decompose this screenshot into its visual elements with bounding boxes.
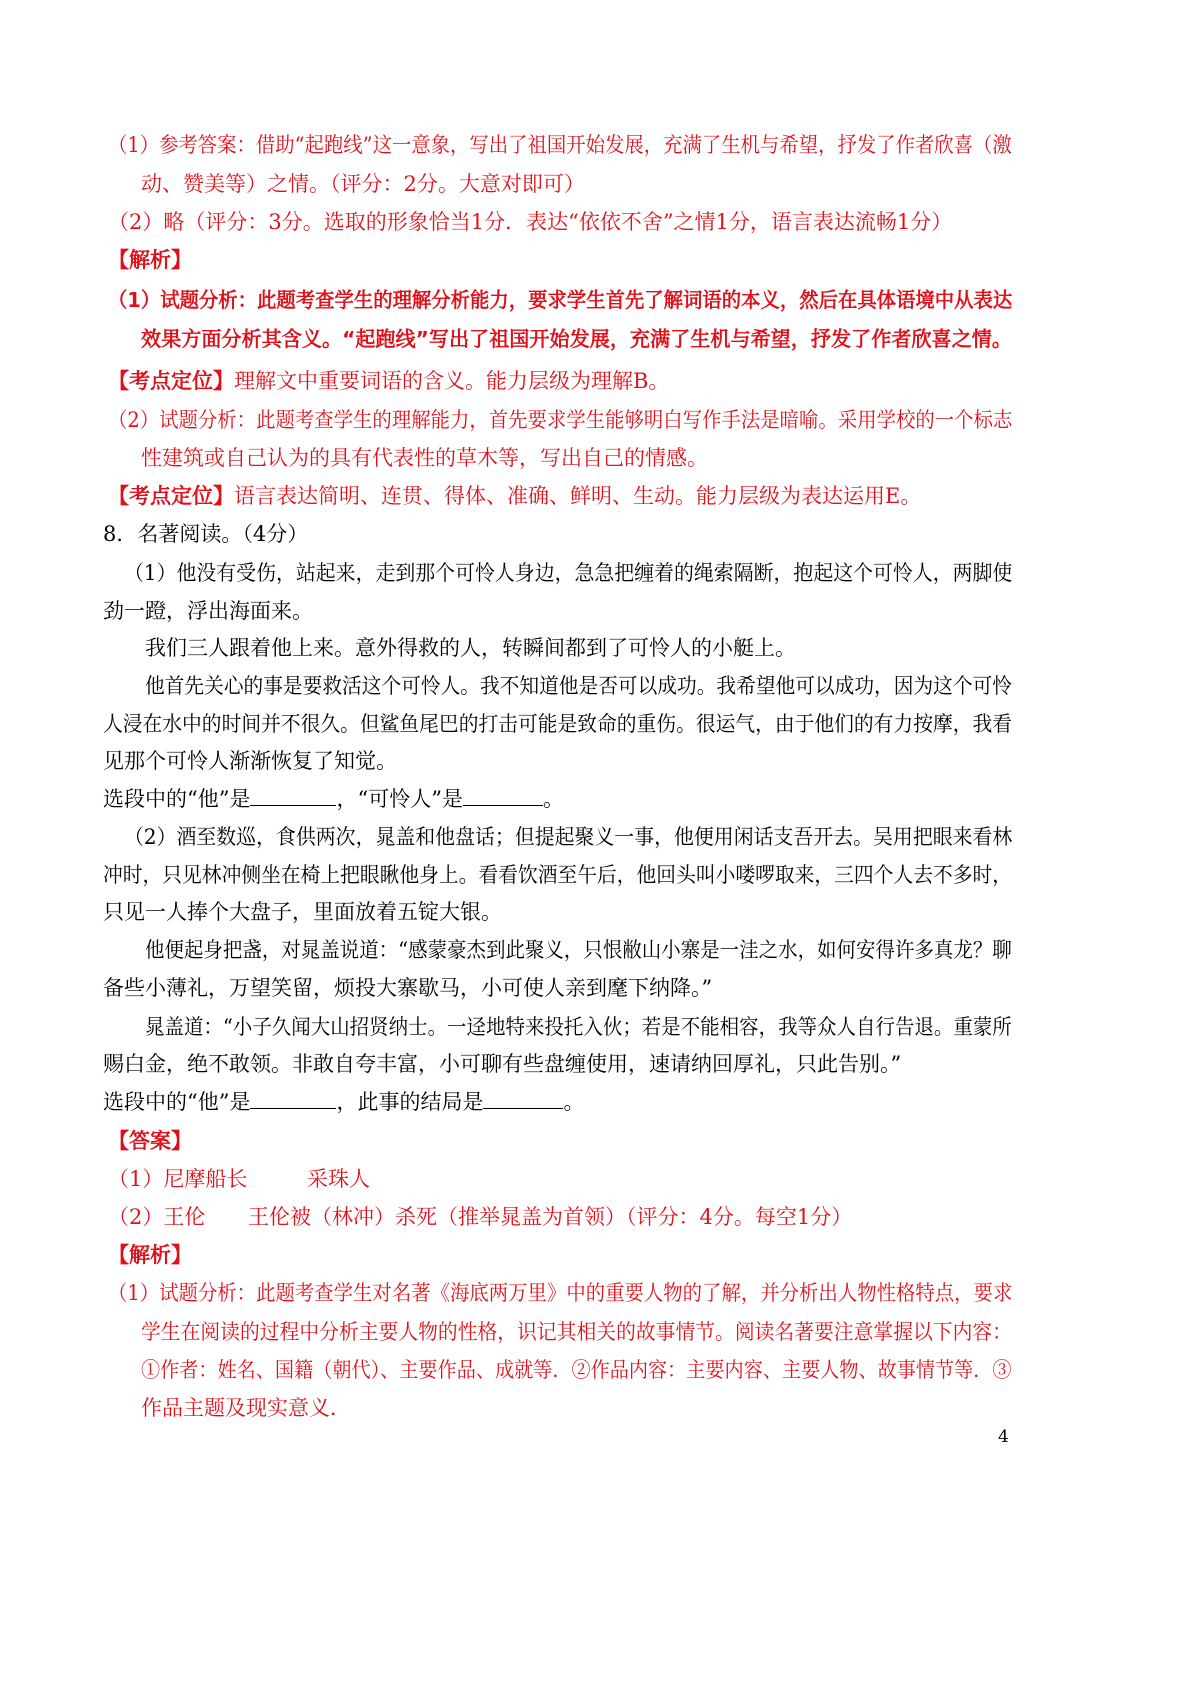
question-8-1-prompt (103, 784, 564, 814)
passage-2-line-5: 备些小薄礼，万望笑留，烦投大寨歇马，小可使人亲到麾下纳降。” (103, 976, 713, 1000)
answer-7-2: （2）略（评分：3分。选取的形象恰当1分．表达“依依不舍”之情1分，语言表达流畅1分） (108, 210, 953, 234)
passage-1-line-1: （1）他没有受伤，站起来，走到那个可怜人身边，急急把缠着的绳索隔断，抱起这个可怜人，两脚使 (124, 561, 1013, 585)
key-point-text: 语言表达简明、连贯、得体、准确、鲜明、生动。能力层级为表达运用E。 (234, 484, 922, 508)
key-point-tag: 【考点定位】 (108, 483, 234, 508)
answer-7-1-line-1: （1）参考答案：借助“起跑线”这一意象，写出了祖国开始发展，充满了生机与希望，抒发了作者欣喜（激 (108, 133, 1012, 157)
passage-2-line-6: 晁盖道：“小子久闻大山招贤纳士。一迳地特来投托入伙；若是不能相容，我等众人自行告退。重蒙所 (145, 1015, 1012, 1039)
answer-blank[interactable] (463, 785, 543, 806)
prompt-text: ，“可怜人”是 (336, 787, 463, 811)
question-8-2-prompt (103, 1087, 584, 1117)
passage-1-line-6: 见那个可怜人渐渐恢复了知觉。 (103, 749, 397, 773)
analysis-7-1-line-2: 效果方面分析其含义。“起跑线”写出了祖国开始发展，充满了生机与希望，抒发了作者欣喜之情。 (141, 327, 1012, 351)
analysis-7-1-line-1: （1）试题分析：此题考查学生的理解分析能力，要求学生首先了解词语的本义，然后在具体语境中从表达 (108, 288, 1013, 312)
analysis-8-1-line-1: （1）试题分析：此题考查学生对名著《海底两万里》中的重要人物的了解，并分析出人物性格特点，要求 (108, 1281, 1013, 1305)
key-point-tag: 【考点定位】 (108, 368, 234, 393)
passage-2-line-3: 只见一人捧个大盘子，里面放着五锭大银。 (103, 900, 502, 924)
passage-2-line-4: 他便起身把盏，对晁盖说道：“感蒙豪杰到此聚义，只恨敝山小寨是一洼之水，如何安得许多真龙？聊 (145, 938, 1012, 962)
passage-2-line-7: 赐白金，绝不敢领。非敢自夸丰富，小可聊有些盘缠使用，速请纳回厚礼，只此告别。” (103, 1052, 902, 1076)
key-point-1 (108, 366, 669, 396)
key-point-2 (108, 481, 921, 511)
analysis-heading: 【解析】 (108, 1242, 192, 1267)
passage-2-line-2: 冲时，只见林冲侧坐在椅上把眼瞅他身上。看看饮酒至午后，他回头叫小喽啰取来，三四个人去不多时， (103, 863, 1013, 887)
prompt-text: 选段中的“他”是 (103, 1090, 251, 1114)
passage-2-line-1: （2）酒至数巡，食供两次，晁盖和他盘话；但提起聚义一事，他便用闲话支吾开去。吴用把眼来看林 (124, 825, 1013, 849)
answer-blank[interactable] (250, 1088, 336, 1109)
passage-1-line-3: 我们三人跟着他上来。意外得救的人，转瞬间都到了可怜人的小艇上。 (145, 636, 796, 660)
analysis-7-2-line-1: （2）试题分析：此题考查学生的理解能力，首先要求学生能够明白写作手法是暗喻。采用学校的一个标志 (108, 408, 1013, 432)
passage-1-line-2: 劲一蹬，浮出海面来。 (103, 599, 313, 623)
analysis-8-1-line-4: 作品主题及现实意义． (141, 1396, 351, 1420)
answer-blank[interactable] (483, 1088, 563, 1109)
key-point-text: 理解文中重要词语的含义。能力层级为理解B。 (234, 369, 670, 393)
page-number: 4 (998, 1427, 1009, 1447)
analysis-8-1-line-2: 学生在阅读的过程中分析主要人物的性格，识记其相关的故事情节。阅读名著要注意掌握以下内容： (141, 1320, 1012, 1344)
question-8-title: 8．名著阅读。（4分） (103, 522, 309, 546)
answer-8-2-value: 王伦被（林冲）杀死（推举晁盖为首领）（评分：4分。每空1分） (248, 1205, 853, 1229)
answer-8-1-value: 采珠人 (307, 1167, 370, 1191)
answer-heading: 【答案】 (108, 1128, 192, 1153)
answer-7-1-line-2: 动、赞美等）之情。（评分：2分。大意对即可） (141, 172, 585, 196)
passage-1-line-4: 他首先关心的事是要救活这个可怜人。我不知道他是否可以成功。我希望他可以成功，因为这个可怜 (145, 674, 1012, 698)
prompt-text: ，此事的结局是 (336, 1090, 484, 1114)
prompt-text: 。 (542, 787, 564, 811)
analysis-8-1-line-3: ①作者：姓名、国籍（朝代）、主要作品、成就等．②作品内容：主要内容、主要人物、故事情节等．③ (141, 1358, 1012, 1382)
analysis-7-2-line-2: 性建筑或自己认为的具有代表性的草木等，写出自己的情感。 (141, 446, 708, 470)
answer-blank[interactable] (250, 785, 336, 806)
answer-8-2-label: （2）王伦 (108, 1205, 206, 1229)
analysis-heading: 【解析】 (108, 247, 192, 272)
prompt-text: 选段中的“他”是 (103, 787, 251, 811)
prompt-text: 。 (563, 1090, 585, 1114)
answer-8-1-label: （1）尼摩船长 (108, 1167, 248, 1191)
passage-1-line-5: 人浸在水中的时间并不很久。但鲨鱼尾巴的打击可能是致命的重伤。很运气，由于他们的有力按摩，我看 (103, 712, 1013, 736)
